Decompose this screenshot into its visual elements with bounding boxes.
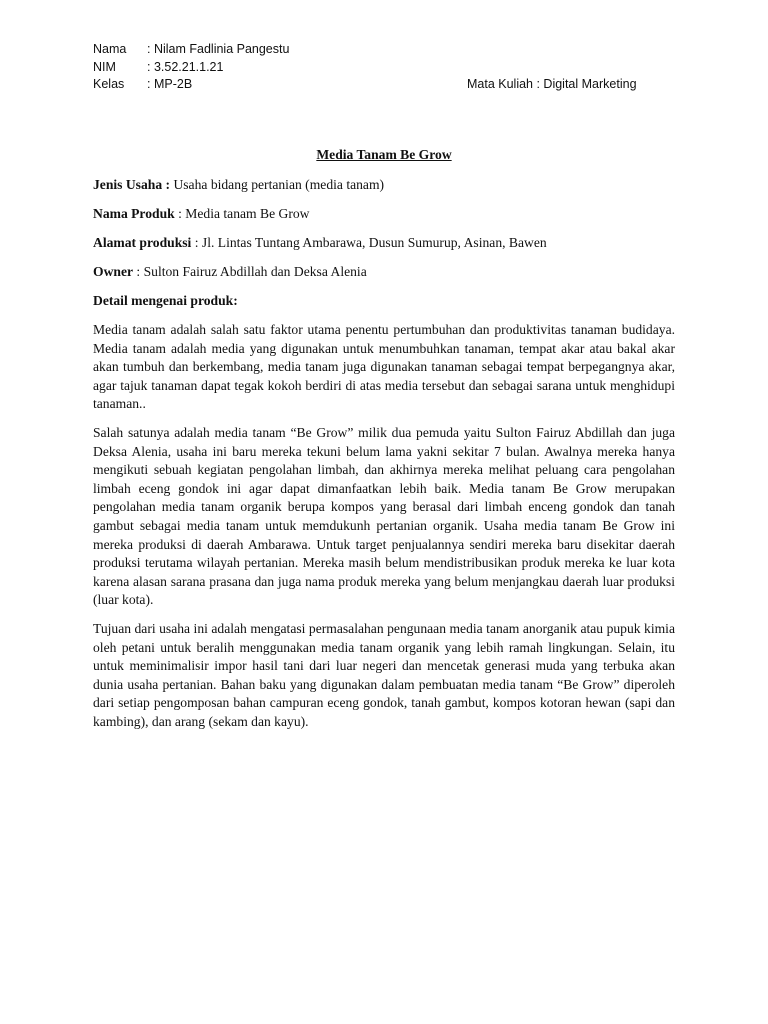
field-key: Alamat produksi	[93, 235, 192, 250]
field-value: : Sulton Fairuz Abdillah dan Deksa Alenia	[133, 264, 367, 279]
field-key: Owner	[93, 264, 134, 279]
header-row-nim	[93, 59, 693, 77]
document-title: Media Tanam Be Grow	[316, 147, 452, 162]
field-owner	[93, 263, 675, 281]
field-value: : Jl. Lintas Tuntang Ambarawa, Dusun Sumurup, Asinan, Bawen	[191, 235, 547, 250]
student-header	[93, 41, 693, 94]
header-value-nim: : 3.52.21.1.21	[147, 59, 223, 77]
field-key: Jenis Usaha :	[93, 177, 171, 192]
field-jenis-usaha	[93, 176, 675, 194]
document-body	[93, 146, 675, 741]
field-alamat-produksi	[93, 234, 675, 252]
paragraph-3: Tujuan dari usaha ini adalah mengatasi permasalahan pengunaan media tanam anorganik atau pupuk kimia oleh petani untuk beralih menggunakan media tanam organik yang lebih ramah lingkungan. Selain, itu untuk meminimalisir impor hasil tani dari luar negeri dan mencetak generasi muda yang terbuka akan dunia usaha pertanian. Bahan baku yang digunakan dalam pembuatan media tanam “Be Grow” diperoleh dari setiap pengomposan bahan campuran eceng gondok, tanah gambut, kompos kotoran hewan (sapi dan kambing), dan arang (sekam dan kayu).	[93, 620, 675, 729]
paragraph-2: Salah satunya adalah media tanam “Be Grow” milik dua pemuda yaitu Sulton Fairuz Abdillah dan juga Deksa Alenia, usaha ini baru mereka tekuni belum lama yakni sekitar 7 bulan. Awalnya mereka hanya mengikuti sebuah kegiatan pengolahan limbah, dan akhirnya mereka melihat peluang cara pengolahan limbah eceng gondok ini agar dapat dimanfaatkan lebih baik. Media tanam Be Grow merupakan pengolahan media tanam organik berupa kompos yang berasal dari limbah enceng gondok dan tanah gambut sebagai media tanam untuk memdukunh pertanian organik. Usaha media tanam Be Grow ini mereka produksi di daerah Ambarawa. Untuk target penjualannya sendiri mereka baru disekitar daerah produksi terutama wilayah pertanian. Mereka masih belum mendistribusikan produk mereka ke luar kota karena alasan sarana prasana dan juga nama produk mereka yang belum menjangkau daerah luar produksi (luar kota).	[93, 424, 675, 608]
field-nama-produk	[93, 205, 675, 223]
header-label-nama: Nama	[93, 42, 127, 56]
field-value: Usaha bidang pertanian (media tanam)	[170, 177, 385, 192]
course-name: Mata Kuliah : Digital Marketing	[467, 77, 637, 91]
paragraph-1: Media tanam adalah salah satu faktor utama penentu pertumbuhan dan produktivitas tanaman budidaya. Media tanam adalah media yang digunakan untuk menumbuhkan tanaman, tempat akar atau bakal akar akan tumbuh dan berkembang, media tanam juga digunakan tanaman sebagai tempat berpegangnya akar, agar tajuk tanaman dapat tegak kokoh berdiri di atas media tersebut dan sebagai sarana untuk menghidupi tanaman..	[93, 322, 675, 412]
header-label-kelas: Kelas	[93, 77, 125, 91]
header-value-kelas: : MP-2B	[147, 76, 192, 94]
header-value-nama: : Nilam Fadlinia Pangestu	[147, 41, 289, 59]
field-key: Nama Produk	[93, 206, 175, 221]
header-row-nama	[93, 41, 693, 59]
detail-heading: Detail mengenai produk:	[93, 293, 238, 308]
header-row-kelas	[93, 76, 693, 94]
header-label-nim: NIM	[93, 59, 116, 74]
field-value: : Media tanam Be Grow	[174, 206, 310, 221]
